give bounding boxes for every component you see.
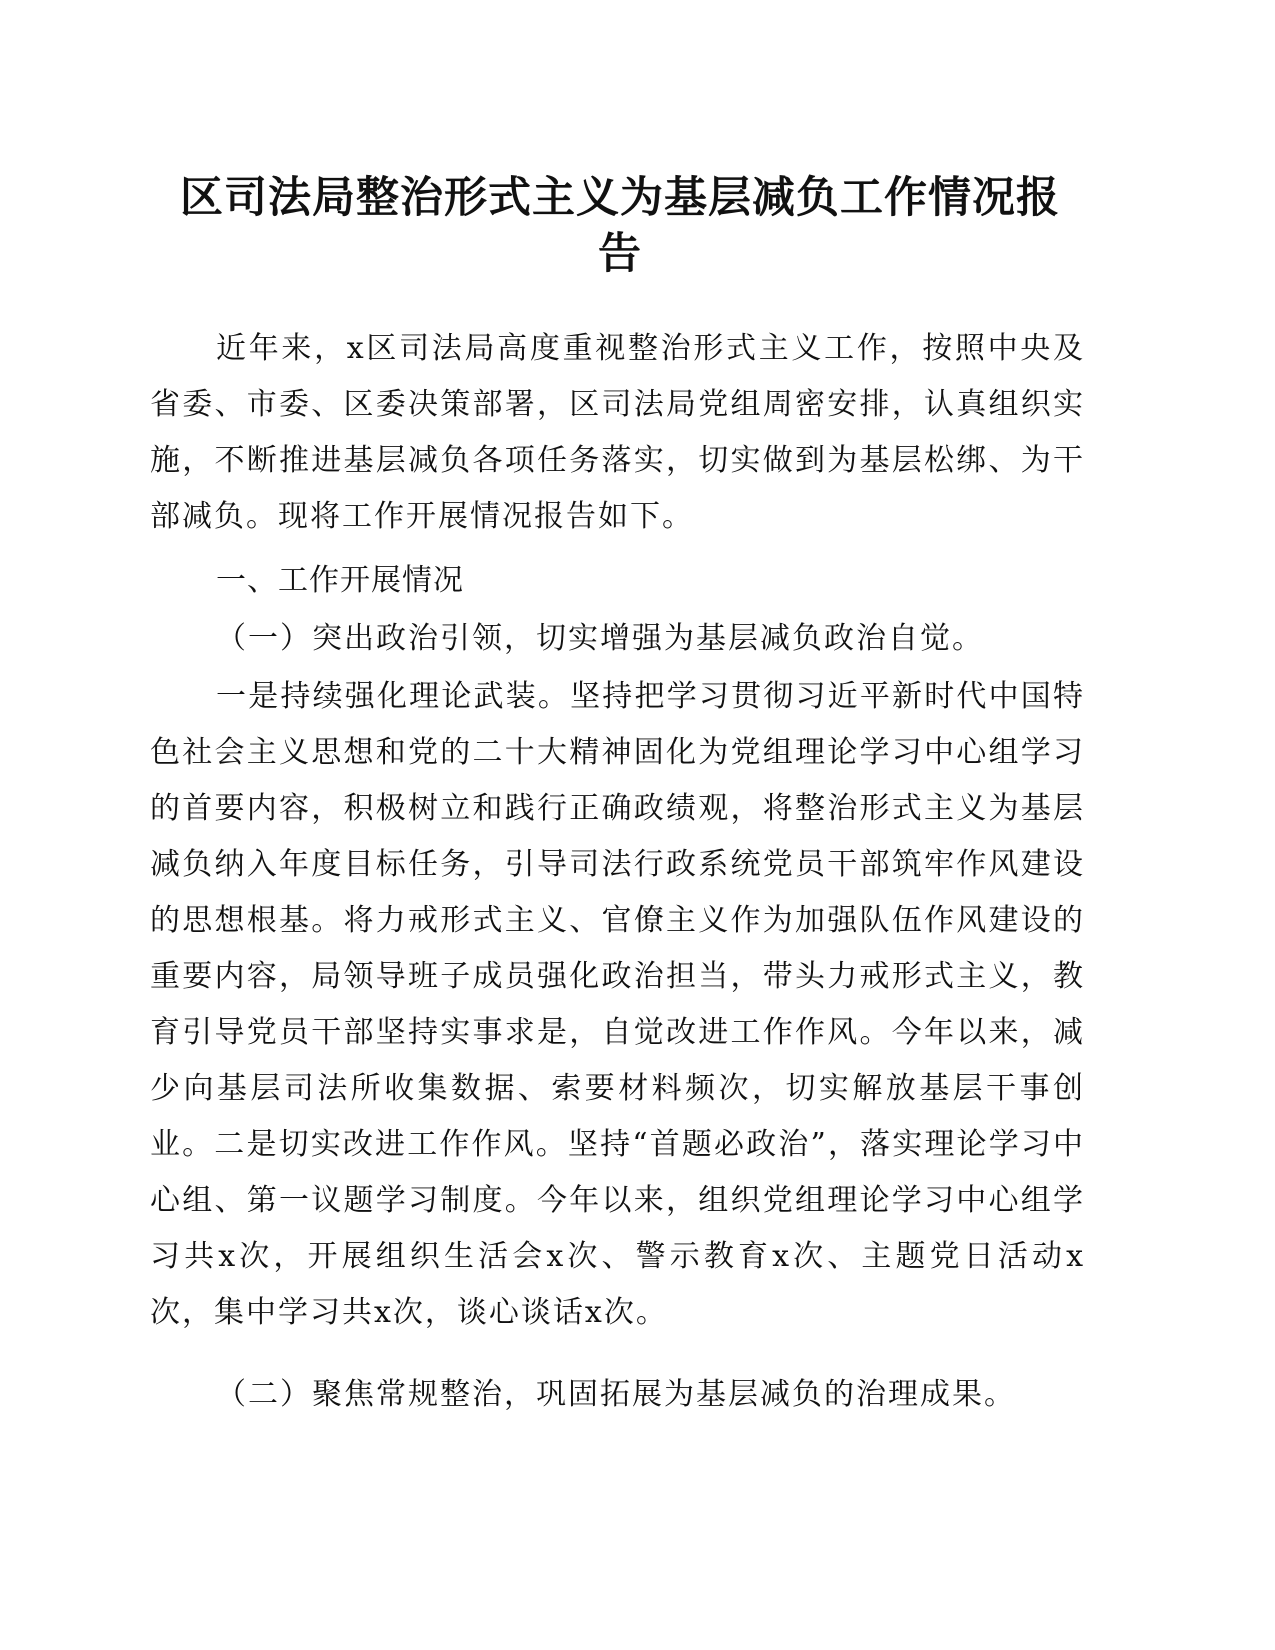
document-title	[150, 170, 1090, 282]
subsection-heading-2: （二）聚焦常规整治，巩固拓展为基层减负的治理成果。	[216, 1377, 1016, 1412]
title-line-2: 告	[598, 229, 642, 279]
subsection-1-paragraph: 一是持续强化理论武装。坚持把学习贯彻习近平新时代中国特色社会主义思想和党的二十大精神固化为党组理论学习中心组学习的首要内容，积极树立和践行正确政绩观，将整治形式主义为基层减负纳入年度目标任务，引导司法行政系统党员干部筑牢作风建设的思想根基。将力戒形式主义、官僚主义作为加强队伍作风建设的重要内容，局领导班子成员强化政治担当，带头力戒形式主义，教育引导党员干部坚持实事求是，自觉改进工作作风。今年以来，减少向基层司法所收集数据、索要材料频次，切实解放基层干事创业。二是切实改进工作作风。坚持“首题必政治”，落实理论学习中心组、第一议题学习制度。今年以来，组织党组理论学习中心组学习共x次，开展组织生活会x次、警示教育x次、主题党日活动x次，集中学习共x次，谈心谈话x次。	[150, 679, 1085, 1330]
intro-paragraph: 近年来，x区司法局高度重视整治形式主义工作，按照中央及省委、市委、区委决策部署，区司法局党组周密安排，认真组织实施，不断推进基层减负各项任务落实，切实做到为基层松绑、为干部减负。现将工作开展情况报告如下。	[150, 331, 1085, 534]
subsection-heading-1: （一）突出政治引领，切实增强为基层减负政治自觉。	[216, 621, 984, 656]
title-line-1: 区司法局整治形式主义为基层减负工作情况报	[180, 173, 1060, 223]
section-heading: 一、工作开展情况	[216, 563, 464, 598]
